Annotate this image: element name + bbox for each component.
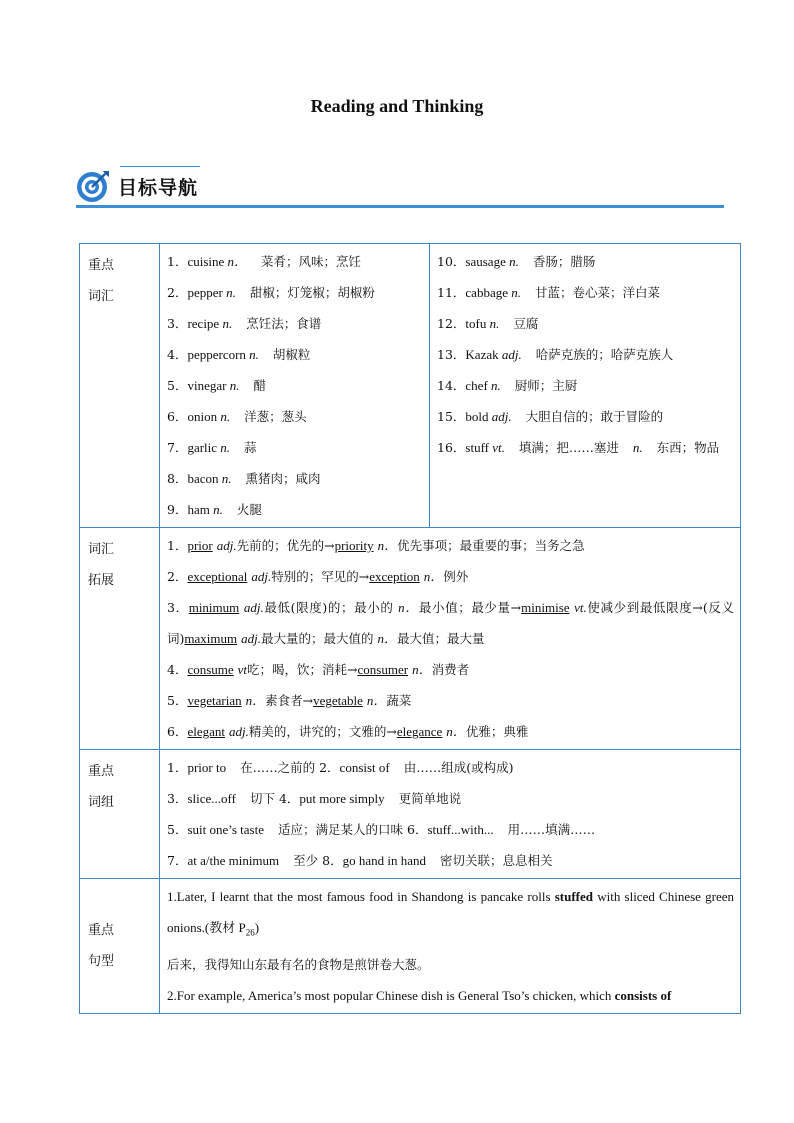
expand-item: 1．prior adj.先前的；优先的→priority n．优先事项；最重要的事；当务之急 (167, 538, 585, 553)
row-label: 重点 句型 (80, 879, 160, 1014)
content-table (79, 243, 741, 1014)
vocab-item: 14．chef n. 厨师；主厨 (437, 378, 578, 393)
vocab-item: 2．pepper n. 甜椒；灯笼椒；胡椒粉 (167, 285, 375, 300)
table-row (80, 244, 741, 528)
vocab-item: 15．bold adj. 大胆自信的；敢于冒险的 (437, 409, 664, 424)
sentence-2: 2.For example, America’s most popular Chinese dish is General Tso’s chicken, which consists of (167, 987, 672, 1003)
table-row (80, 879, 741, 1014)
page-title: Reading and Thinking (310, 96, 484, 116)
phrases-content (160, 750, 741, 879)
vocab-item: 3．recipe n. 烹饪法；食谱 (167, 316, 322, 331)
phrase-line: 7．at a/the minimum 至少 8．go hand in hand 密切关联；息息相关 (167, 853, 553, 868)
phrase-line: 5．suit one’s taste 适应；满足某人的口味 6．stuff...with... 用……填满…… (167, 822, 596, 837)
expand-item: 3．minimum adj.最低(限度)的；最小的 n．最小值；最少量→minimise vt.使减少到最低限度→(反义词)maximum adj.最大量的；最大值的 n．最大值；最大量 (167, 600, 734, 646)
row-label: 词汇 拓展 (80, 528, 160, 750)
row-label: 重点 词汇 (80, 244, 160, 528)
expand-item: 4．consume vt吃；喝，饮；消耗→consumer n．消费者 (167, 662, 470, 677)
table-row (80, 528, 741, 750)
table-row (80, 750, 741, 879)
expand-item: 6．elegant adj.精美的，讲究的；文雅的→elegance n．优雅；典雅 (167, 724, 529, 739)
row-label: 重点 词组 (80, 750, 160, 879)
header-decoration-line (120, 166, 200, 167)
expand-content (160, 528, 741, 750)
vocab-item: 6．onion n. 洋葱；葱头 (167, 409, 307, 424)
vocab-item: 13．Kazak adj. 哈萨克族的；哈萨克族人 (437, 347, 674, 362)
sentence-1-translation: 后来，我得知山东最有名的食物是煎饼卷大葱。 (167, 956, 430, 972)
vocab-item: 12．tofu n. 豆腐 (437, 316, 539, 331)
expand-item: 2．exceptional adj.特别的；罕见的→exception n．例外 (167, 569, 469, 584)
vocab-item: 7．garlic n. 蒜 (167, 440, 257, 455)
sentences-content (160, 879, 741, 1014)
vocab-item: 4．peppercorn n. 胡椒粒 (167, 347, 311, 362)
vocab-right-column (430, 244, 741, 528)
section-title: 目标导航 (118, 177, 199, 199)
vocab-left-column (160, 244, 430, 528)
vocab-item: 10．sausage n. 香肠；腊肠 (437, 254, 596, 269)
vocab-item: 9．ham n. 火腿 (167, 502, 262, 517)
sentence-1: 1.Later, I learnt that the most famous food in Shandong is pancake rolls stuffed with sliced Chinese green onions.(教材 $P_{26}$) (167, 889, 735, 938)
expand-item: 5．vegetarian n．素食者→vegetable n．蔬菜 (167, 693, 412, 708)
vocab-item: 8．bacon n. 熏猪肉；咸肉 (167, 471, 321, 486)
phrase-line: 1．prior to 在……之前的 2．consist of 由……组成(或构成) (167, 760, 514, 775)
section-underline (76, 205, 724, 208)
target-icon (76, 169, 110, 203)
section-header (76, 164, 724, 208)
vocab-item: 16．stuff vt. 填满；把……塞进 n. 东西；物品 (437, 440, 720, 455)
vocab-item: 11．cabbage n. 甘蓝；卷心菜；洋白菜 (437, 285, 661, 300)
vocab-item: 5．vinegar n. 醋 (167, 378, 266, 393)
vocab-item: 1．cuisine n． 菜肴；风味；烹饪 (167, 254, 362, 269)
phrase-line: 3．slice...off 切下 4．put more simply 更简单地说 (167, 791, 462, 806)
